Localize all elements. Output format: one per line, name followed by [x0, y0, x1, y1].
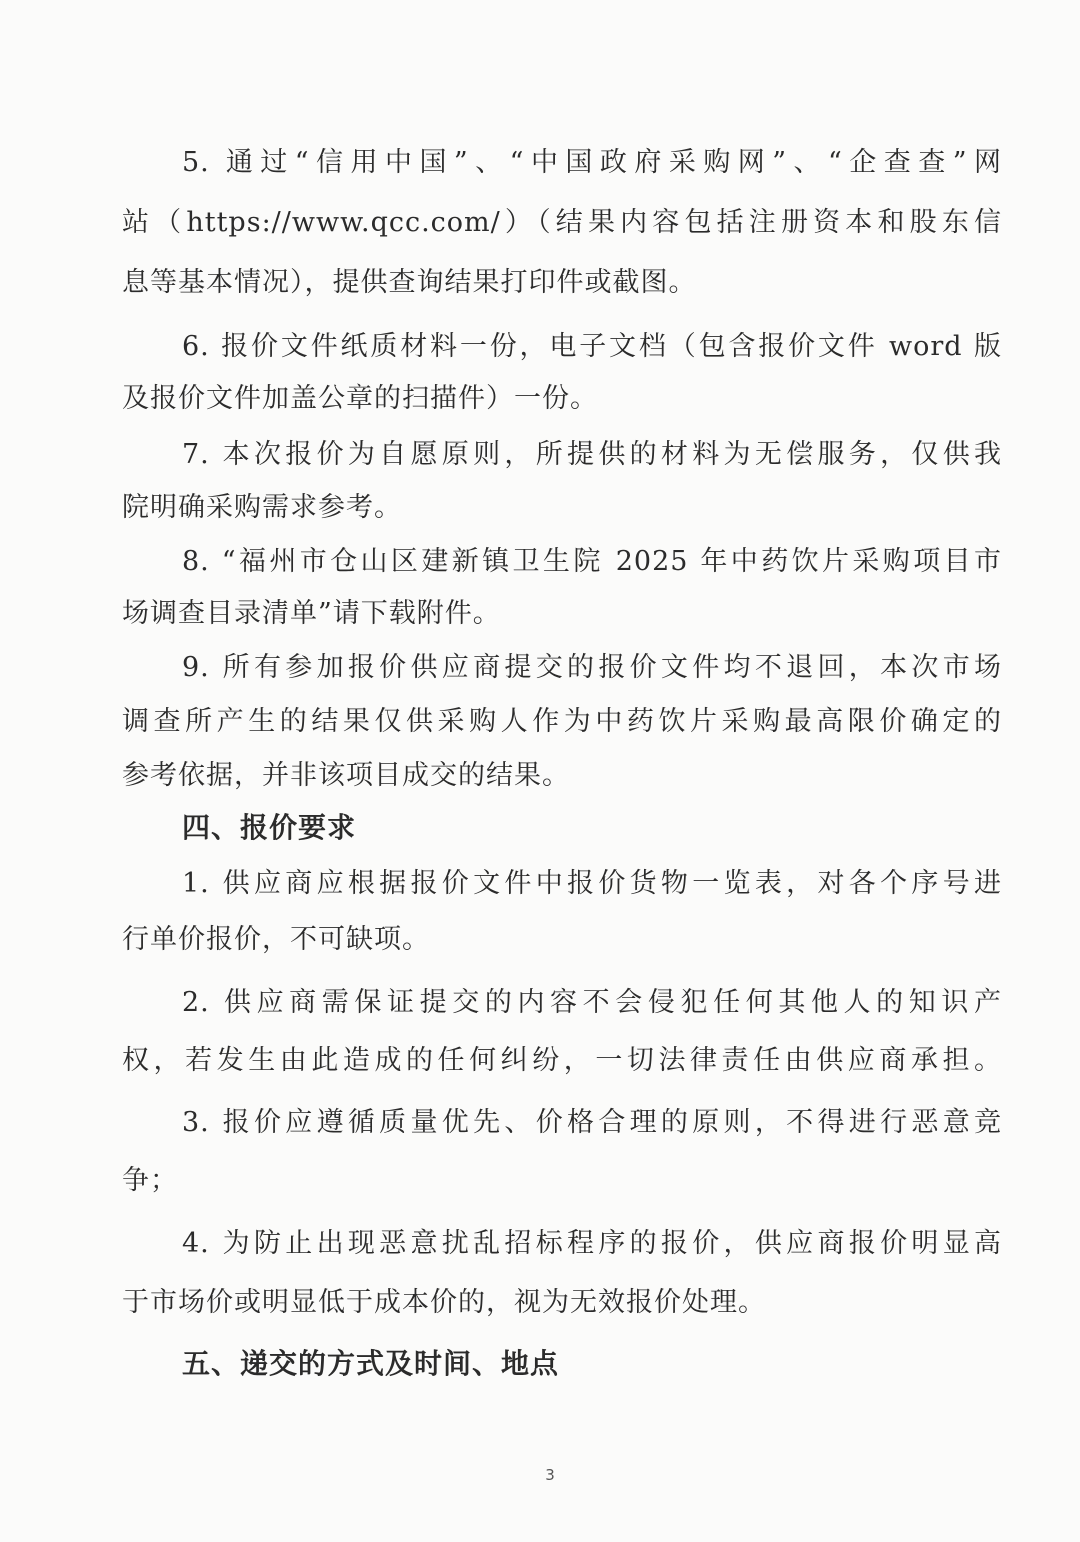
requirement-3-line-2: 争；	[122, 1165, 178, 1196]
requirement-2-line-2: 权，若发生由此造成的任何纠纷，一切法律责任由供应商承担。	[122, 1045, 1002, 1076]
item-9-line-3: 参考依据，并非该项目成交的结果。	[122, 760, 570, 791]
item-5-line-1: 5. 通过“信用中国”、“中国政府采购网”、“企查查”网	[182, 147, 1002, 178]
item-7-line-2: 院明确采购需求参考。	[122, 492, 402, 523]
item-6-line-2: 及报价文件加盖公章的扫描件）一份。	[122, 383, 598, 414]
item-9-line-1: 9. 所有参加报价供应商提交的报价文件均不退回，本次市场	[182, 652, 1002, 683]
item-5-line-2: 站（https://www.qcc.com/）（结果内容包括注册资本和股东信	[122, 207, 1002, 238]
item-8-line-2: 场调查目录清单”请下载附件。	[122, 598, 501, 629]
page-number: 3	[545, 1466, 555, 1484]
section-5-heading: 五、递交的方式及时间、地点	[182, 1347, 560, 1380]
requirement-4-line-2: 于市场价或明显低于成本价的，视为无效报价处理。	[122, 1287, 766, 1318]
item-6-line-1: 6. 报价文件纸质材料一份，电子文档（包含报价文件 word 版	[182, 331, 1002, 362]
item-9-line-2: 调查所产生的结果仅供采购人作为中药饮片采购最高限价确定的	[122, 706, 1002, 737]
item-8-line-1: 8. “福州市仓山区建新镇卫生院 2025 年中药饮片采购项目市	[182, 546, 1002, 577]
requirement-4-line-1: 4. 为防止出现恶意扰乱招标程序的报价，供应商报价明显高	[182, 1228, 1002, 1259]
item-7-line-1: 7. 本次报价为自愿原则，所提供的材料为无偿服务，仅供我	[182, 439, 1002, 470]
requirement-3-line-1: 3. 报价应遵循质量优先、价格合理的原则，不得进行恶意竞	[182, 1107, 1002, 1138]
requirement-2-line-1: 2. 供应商需保证提交的内容不会侵犯任何其他人的知识产	[182, 987, 1002, 1018]
item-5-line-3: 息等基本情况），提供查询结果打印件或截图。	[122, 267, 697, 298]
requirement-1-line-2: 行单价报价，不可缺项。	[122, 924, 430, 955]
section-4-heading: 四、报价要求	[182, 811, 357, 844]
requirement-1-line-1: 1. 供应商应根据报价文件中报价货物一览表，对各个序号进	[182, 868, 1002, 899]
